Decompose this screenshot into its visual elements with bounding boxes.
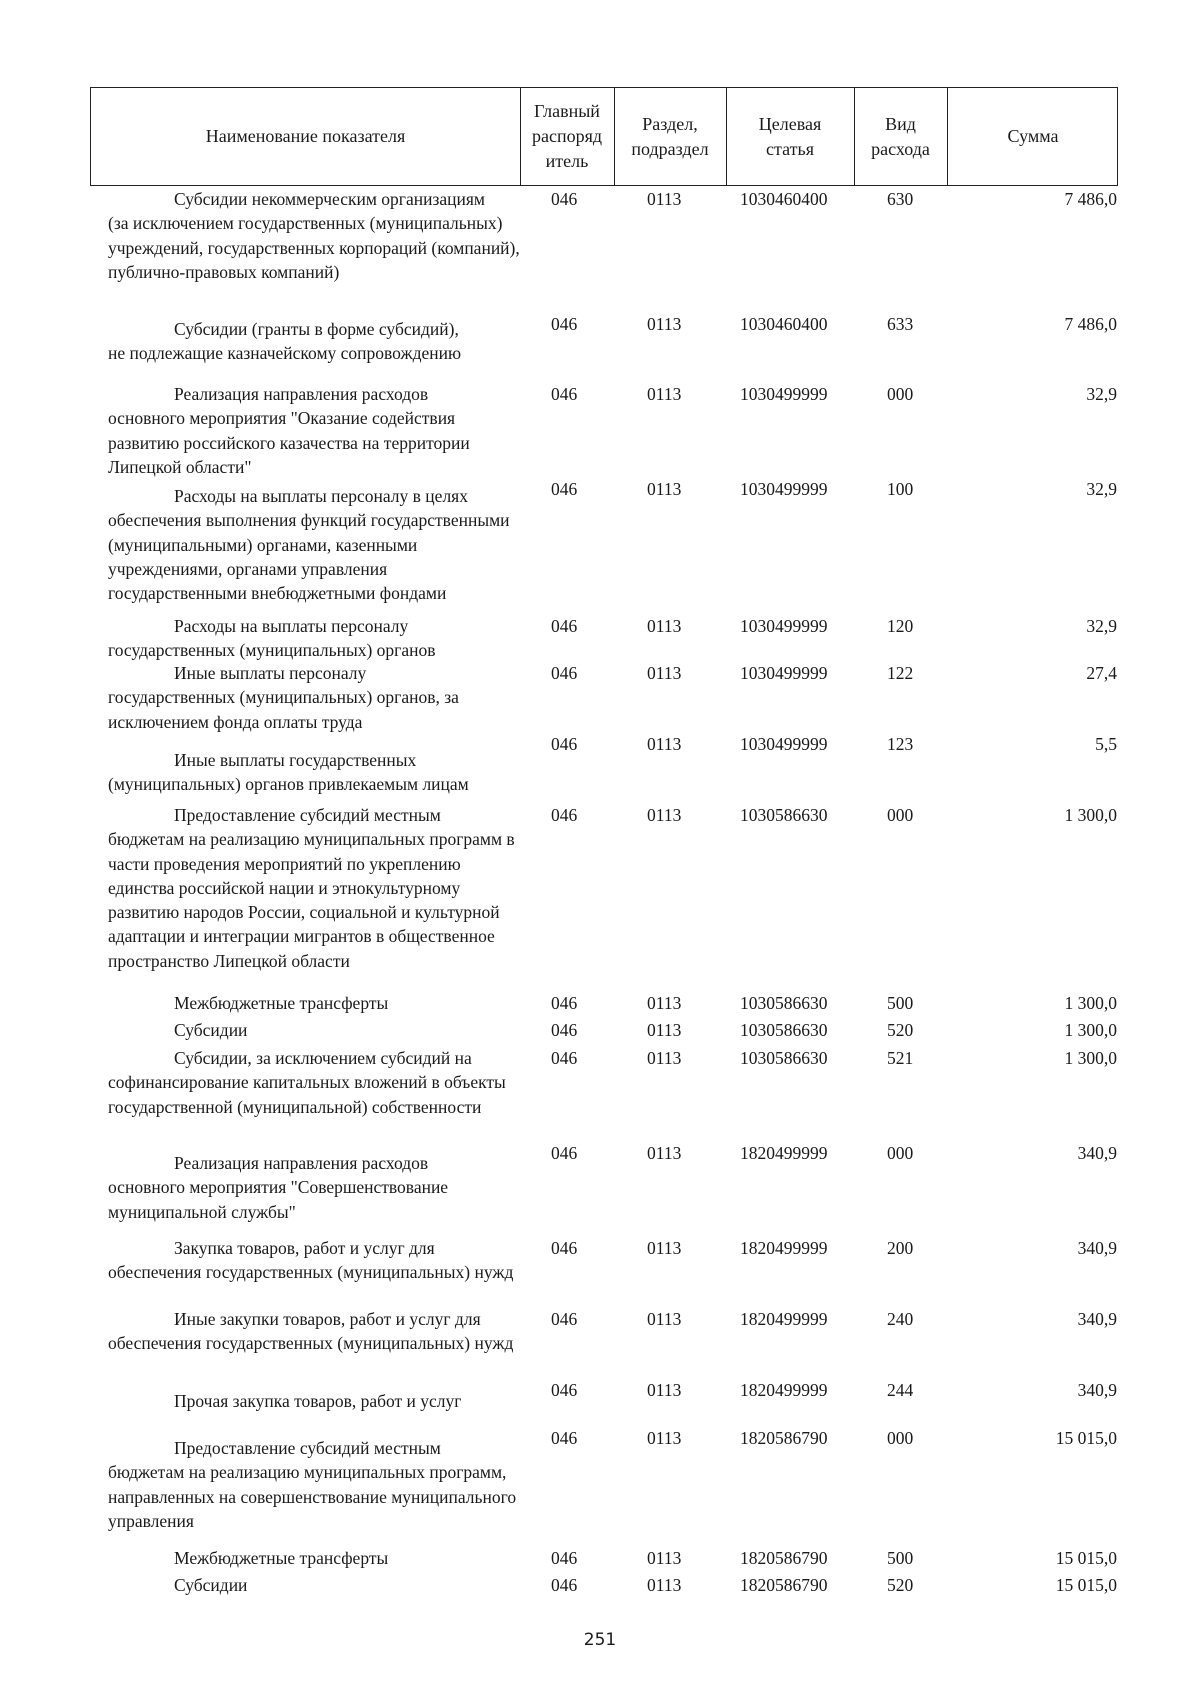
row-sum: 27,4: [1086, 663, 1117, 683]
row-razdel: 0113: [647, 189, 682, 209]
row-name: [108, 1046, 523, 1119]
row-name-continuation: обеспечения государственных (муниципальных) нужд: [108, 1333, 514, 1354]
row-target-article: 1820586790: [740, 1575, 828, 1595]
row-sum: 15 015,0: [1055, 1575, 1117, 1595]
header-sum: Сумма: [1007, 126, 1059, 146]
row-grbs: 046: [551, 1428, 578, 1448]
row-name: [108, 187, 523, 284]
row-grbs: 046: [551, 479, 578, 499]
row-grbs: 046: [551, 1380, 578, 1400]
row-name: [108, 1573, 523, 1597]
row-grbs: 046: [551, 314, 578, 334]
row-expense-type: 244: [887, 1380, 914, 1400]
row-target-article: 1820586790: [740, 1548, 828, 1568]
table-header: [90, 87, 1118, 186]
row-sum: 32,9: [1086, 479, 1117, 499]
row-target-article: 1030460400: [740, 314, 828, 334]
row-expense-type: 500: [887, 993, 914, 1013]
row-name: [108, 1236, 523, 1285]
row-sum: 1 300,0: [1064, 993, 1117, 1013]
row-name-continuation: (за исключением государственных (муниципальных) учреждений, государственных корпораций (компаний), публично-правовых компаний): [108, 213, 520, 282]
row-name: [108, 1436, 523, 1533]
row-razdel: 0113: [647, 993, 682, 1013]
row-name-continuation: основного мероприятия "Оказание содействия развитию российского казачества на территории Липецкой области": [108, 408, 470, 477]
row-expense-type: 123: [887, 734, 914, 754]
row-name-first-line: Расходы на выплаты персоналу: [174, 616, 409, 636]
row-target-article: 1030499999: [740, 384, 828, 404]
row-grbs: 046: [551, 1309, 578, 1329]
row-razdel: 0113: [647, 314, 682, 334]
row-sum: 32,9: [1086, 384, 1117, 404]
row-sum: 32,9: [1086, 616, 1117, 636]
row-razdel: 0113: [647, 734, 682, 754]
row-name-first-line: Расходы на выплаты персоналу в целях: [174, 486, 468, 506]
row-expense-type: 000: [887, 805, 914, 825]
row-sum: 7 486,0: [1064, 314, 1117, 334]
row-razdel: 0113: [647, 1428, 682, 1448]
row-sum: 5,5: [1095, 734, 1117, 754]
row-razdel: 0113: [647, 805, 682, 825]
row-expense-type: 521: [887, 1048, 914, 1068]
header-razdel: Раздел, подраздел: [631, 113, 709, 159]
row-sum: 1 300,0: [1064, 1020, 1117, 1040]
header-target-article: Целевая статья: [758, 113, 822, 159]
row-name: [108, 484, 523, 605]
row-name: [108, 1389, 523, 1413]
row-grbs: 046: [551, 1048, 578, 1068]
row-name-continuation: бюджетам на реализацию муниципальных программ в части проведения мероприятий по укреплению единства российской нации и этнокультурному развитию народов России, социальной и культурной адаптации и интеграции мигрантов в общественное пространство Липецкой области: [108, 829, 515, 971]
row-name-continuation: бюджетам на реализацию муниципальных программ, направленных на совершенствование муниципального управления: [108, 1462, 517, 1531]
row-grbs: 046: [551, 1238, 578, 1258]
row-target-article: 1030499999: [740, 616, 828, 636]
row-sum: 1 300,0: [1064, 805, 1117, 825]
row-name-first-line: Межбюджетные трансферты: [174, 993, 389, 1013]
row-sum: 340,9: [1077, 1380, 1117, 1400]
row-razdel: 0113: [647, 384, 682, 404]
row-expense-type: 630: [887, 189, 914, 209]
row-name-first-line: Субсидии, за исключением субсидий на: [174, 1048, 472, 1068]
row-razdel: 0113: [647, 1548, 682, 1568]
row-razdel: 0113: [647, 1020, 682, 1040]
row-name-first-line: Иные выплаты персоналу: [174, 663, 367, 683]
row-name: [108, 1307, 523, 1356]
row-name-first-line: Реализация направления расходов: [174, 384, 429, 404]
row-name: [108, 382, 523, 479]
row-name-first-line: Иные выплаты государственных: [174, 750, 417, 770]
row-expense-type: 122: [887, 663, 914, 683]
row-expense-type: 200: [887, 1238, 914, 1258]
row-name: [108, 1546, 523, 1570]
row-expense-type: 000: [887, 1428, 914, 1448]
row-razdel: 0113: [647, 1380, 682, 1400]
row-target-article: 1030460400: [740, 189, 828, 209]
row-expense-type: 000: [887, 384, 914, 404]
row-razdel: 0113: [647, 1048, 682, 1068]
row-name: [108, 1151, 523, 1224]
row-name: [108, 614, 523, 663]
row-expense-type: 120: [887, 616, 914, 636]
row-name: [108, 661, 523, 734]
row-name: [108, 991, 523, 1015]
row-target-article: 1820499999: [740, 1380, 828, 1400]
row-name-continuation: обеспечения выполнения функций государственными (муниципальными) органами, казенными учреждениями, органами управления государственными внебюджетными фондами: [108, 510, 510, 604]
header-expense-type: Вид расхода: [871, 113, 930, 159]
row-name-continuation: обеспечения государственных (муниципальных) нужд: [108, 1262, 514, 1283]
row-name-first-line: Субсидии (гранты в форме субсидий),: [174, 319, 459, 339]
row-name-first-line: Межбюджетные трансферты: [174, 1548, 389, 1568]
row-target-article: 1030586630: [740, 1020, 828, 1040]
row-grbs: 046: [551, 1575, 578, 1595]
row-expense-type: 500: [887, 1548, 914, 1568]
row-grbs: 046: [551, 1143, 578, 1163]
row-name-first-line: Закупка товаров, работ и услуг для: [174, 1238, 435, 1258]
row-name-first-line: Субсидии некоммерческим организациям: [174, 189, 485, 209]
row-grbs: 046: [551, 993, 578, 1013]
row-name: [108, 1018, 523, 1042]
row-name-continuation: софинансирование капитальных вложений в объекты государственной (муниципальной) собственности: [108, 1072, 506, 1117]
page-number: 251: [583, 1630, 617, 1650]
row-razdel: 0113: [647, 663, 682, 683]
row-name-first-line: Предоставление субсидий местным: [174, 1438, 441, 1458]
row-expense-type: 100: [887, 479, 914, 499]
row-razdel: 0113: [647, 616, 682, 636]
row-target-article: 1820499999: [740, 1143, 828, 1163]
row-sum: 15 015,0: [1055, 1428, 1117, 1448]
row-razdel: 0113: [647, 479, 682, 499]
row-sum: 340,9: [1077, 1309, 1117, 1329]
row-target-article: 1030586630: [740, 805, 828, 825]
row-sum: 1 300,0: [1064, 1048, 1117, 1068]
row-name-first-line: Прочая закупка товаров, работ и услуг: [174, 1391, 462, 1411]
header-grbs: Главный распоряд итель: [531, 101, 603, 171]
row-grbs: 046: [551, 805, 578, 825]
header-name: Наименование показателя: [205, 126, 406, 146]
row-name: [108, 803, 523, 973]
row-sum: 340,9: [1077, 1143, 1117, 1163]
row-expense-type: 520: [887, 1575, 914, 1595]
row-grbs: 046: [551, 189, 578, 209]
row-razdel: 0113: [647, 1238, 682, 1258]
row-name-continuation: государственных (муниципальных) органов, за исключением фонда оплаты труда: [108, 687, 459, 732]
row-name-continuation: основного мероприятия "Совершенствование муниципальной службы": [108, 1177, 449, 1222]
row-razdel: 0113: [647, 1309, 682, 1329]
row-target-article: 1820586790: [740, 1428, 828, 1448]
row-name-continuation: (муниципальных) органов привлекаемым лицам: [108, 774, 469, 795]
row-expense-type: 520: [887, 1020, 914, 1040]
row-expense-type: 633: [887, 314, 914, 334]
row-target-article: 1820499999: [740, 1238, 828, 1258]
row-grbs: 046: [551, 384, 578, 404]
row-target-article: 1820499999: [740, 1309, 828, 1329]
row-sum: 15 015,0: [1055, 1548, 1117, 1568]
row-grbs: 046: [551, 1548, 578, 1568]
row-name-first-line: Субсидии: [174, 1020, 248, 1040]
row-expense-type: 000: [887, 1143, 914, 1163]
row-target-article: 1030586630: [740, 993, 828, 1013]
row-razdel: 0113: [647, 1143, 682, 1163]
row-sum: 340,9: [1077, 1238, 1117, 1258]
row-target-article: 1030499999: [740, 479, 828, 499]
row-sum: 7 486,0: [1064, 189, 1117, 209]
row-razdel: 0113: [647, 1575, 682, 1595]
row-grbs: 046: [551, 1020, 578, 1040]
row-name: [108, 317, 523, 366]
row-expense-type: 240: [887, 1309, 914, 1329]
row-target-article: 1030499999: [740, 734, 828, 754]
row-name-continuation: государственных (муниципальных) органов: [108, 640, 436, 661]
row-name-first-line: Реализация направления расходов: [174, 1153, 429, 1173]
row-grbs: 046: [551, 734, 578, 754]
row-target-article: 1030499999: [740, 663, 828, 683]
row-grbs: 046: [551, 663, 578, 683]
row-target-article: 1030586630: [740, 1048, 828, 1068]
row-name-first-line: Иные закупки товаров, работ и услуг для: [174, 1309, 481, 1329]
row-name-first-line: Субсидии: [174, 1575, 248, 1595]
row-name-first-line: Предоставление субсидий местным: [174, 805, 441, 825]
row-grbs: 046: [551, 616, 578, 636]
row-name-continuation: не подлежащие казначейскому сопровождению: [108, 343, 462, 364]
row-name: [108, 748, 523, 797]
